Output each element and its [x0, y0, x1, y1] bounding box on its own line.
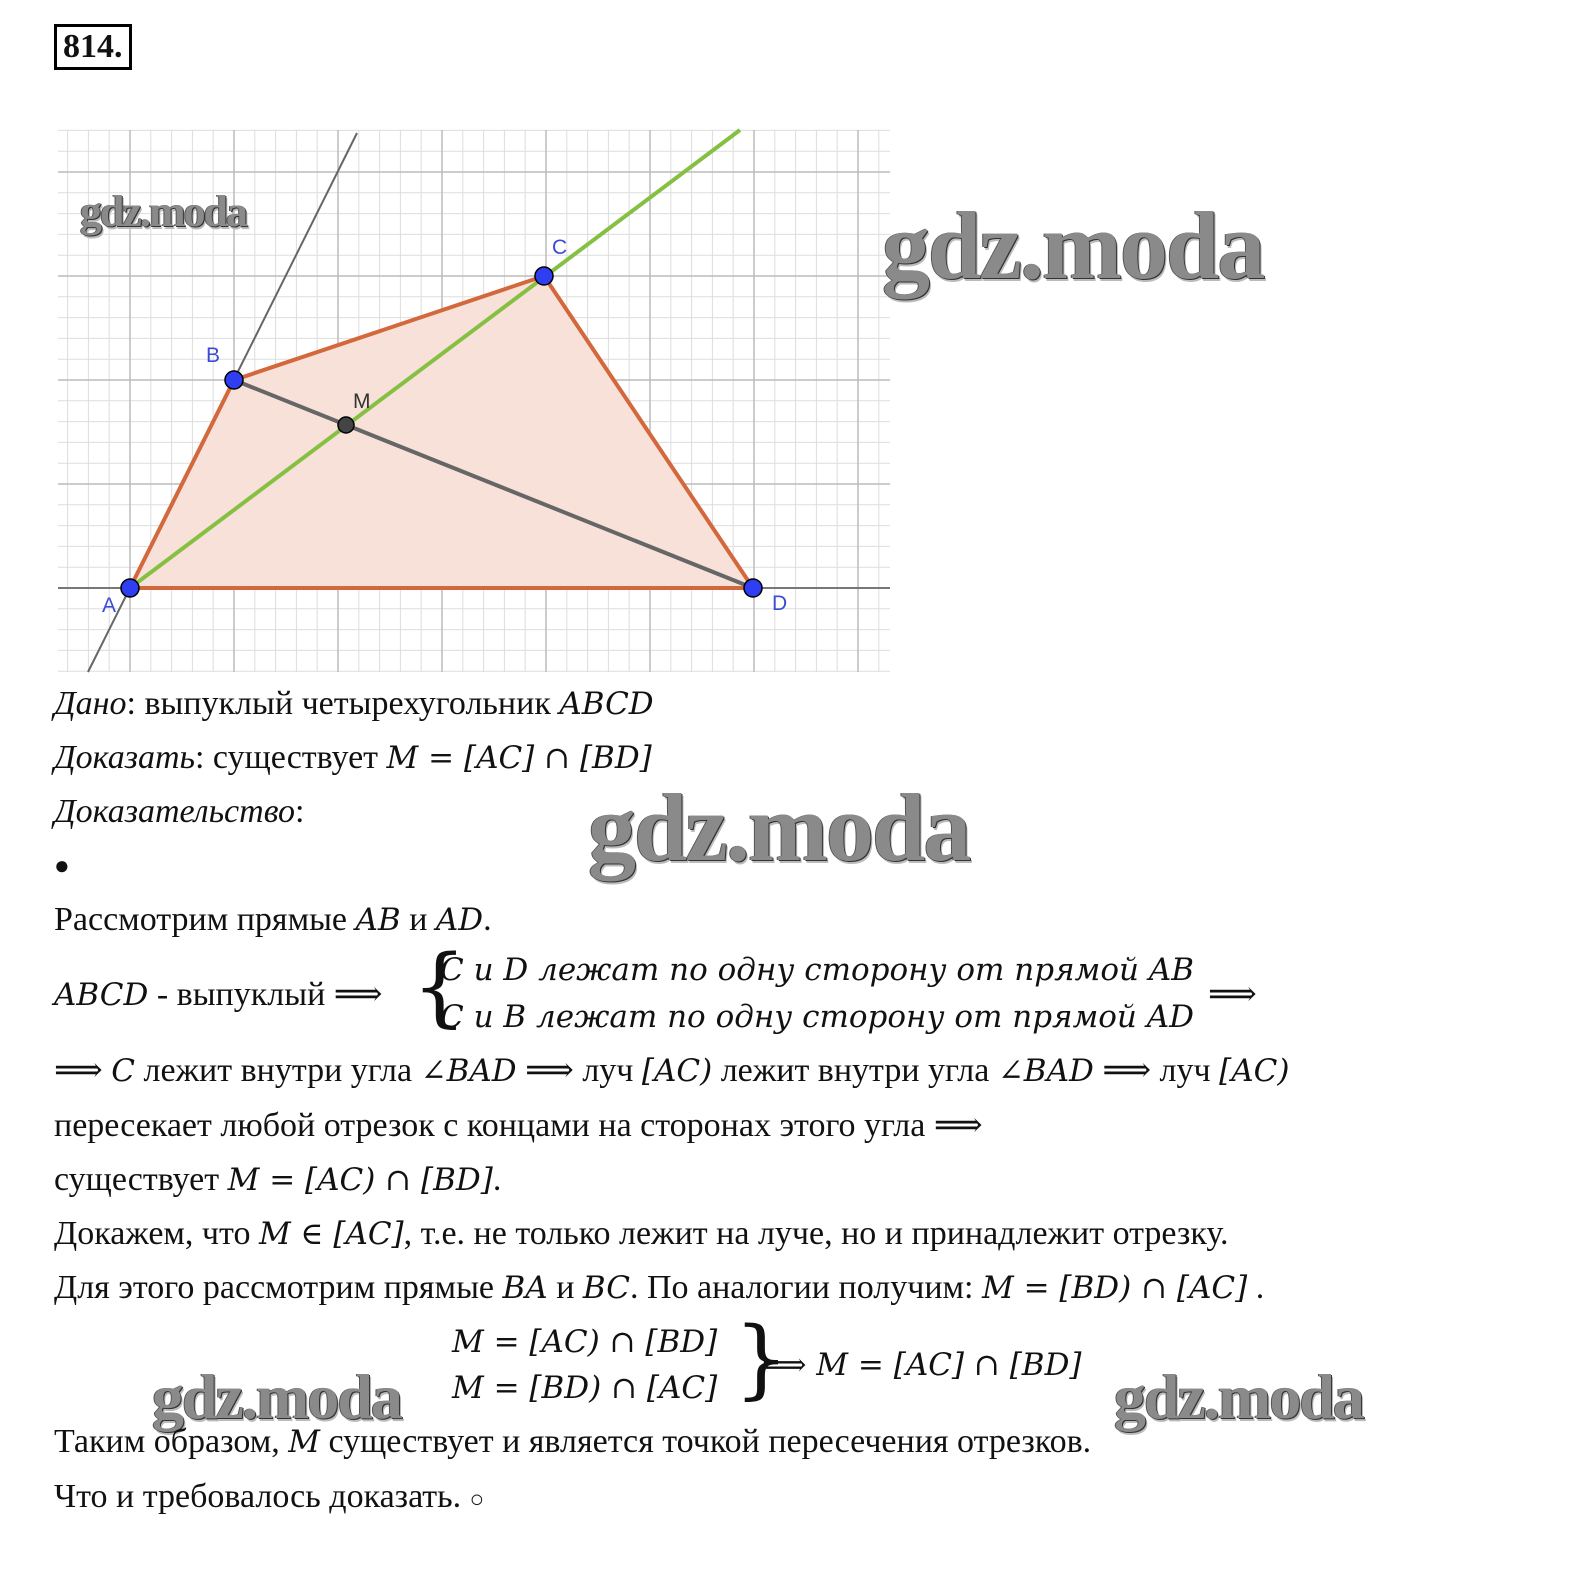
point-d: [744, 579, 762, 597]
watermark-top-right: gdz.moda: [882, 192, 1264, 299]
l3-d: ∠BAD: [420, 1053, 517, 1089]
point-b: [225, 371, 243, 389]
point-c: [535, 267, 553, 285]
system-brace-right: }: [734, 1309, 789, 1409]
quadrilateral-fill: [130, 276, 753, 588]
system-row-2: C и B лежат по одну сторону от прямой AD: [440, 999, 1194, 1035]
point-m: [338, 417, 354, 433]
l1-text-a: Рассмотрим прямые: [54, 901, 356, 938]
l6-a: Докажем, что: [54, 1215, 259, 1252]
line-2-left: [54, 975, 383, 1015]
l7-d: BC: [582, 1270, 630, 1306]
l7-a: Для этого рассмотрим прямые: [54, 1269, 503, 1306]
l2-abcd: ABCD: [54, 977, 149, 1013]
l3-c: лежит внутри угла: [134, 1052, 421, 1089]
l3-e: ⟹ луч: [516, 1052, 642, 1089]
line-5: [54, 1160, 501, 1200]
line-1: [54, 900, 492, 940]
l2-convex-text: - выпуклый ⟹: [148, 976, 383, 1013]
line-9: [54, 1477, 484, 1520]
l3-g: лежит внутри угла: [712, 1052, 998, 1089]
label-d: D: [772, 592, 788, 615]
l5-b: M = [AC) ∩ [BD]: [227, 1162, 493, 1198]
l3-h: ∠BAD: [997, 1053, 1094, 1089]
l3-j: [AC): [1219, 1053, 1290, 1089]
l3-i: ⟹ луч: [1093, 1052, 1220, 1089]
l8-c: существует и является точкой пересечения отрезков.: [319, 1423, 1092, 1460]
label-b: B: [206, 344, 221, 367]
l5-c: .: [492, 1161, 502, 1198]
prove-text: : существует: [194, 739, 387, 776]
prove-label: Доказать: [54, 739, 195, 776]
system-arrow: ⟹: [1208, 976, 1257, 1013]
line-3: [54, 1051, 1289, 1091]
proof-label: Доказательство: [54, 793, 296, 830]
l1-ad: AD: [435, 902, 484, 938]
l7-e: . По аналогии получим:: [629, 1269, 982, 1306]
l5-a: существует: [54, 1161, 228, 1198]
l7-f: M = [BD) ∩ [AC]: [981, 1270, 1248, 1306]
l8-a: Таким образом,: [54, 1423, 289, 1460]
l1-text-c: и: [400, 901, 436, 938]
watermark-middle: gdz.moda: [588, 774, 970, 881]
problem-number: 814.: [54, 24, 132, 70]
l9-a: Что и требовалось доказать.: [54, 1478, 470, 1515]
qed-circle: ○: [469, 1487, 485, 1513]
l6-b: M ∈ [AC]: [258, 1216, 404, 1252]
l7-g: .: [1247, 1269, 1265, 1306]
label-c: C: [552, 236, 568, 259]
bullet: ●: [54, 851, 70, 880]
given-line: [54, 684, 654, 724]
prove-line: [54, 738, 652, 778]
label-a: A: [102, 594, 117, 617]
l1-period: .: [483, 901, 492, 938]
watermark-bottom-left: gdz.moda: [152, 1361, 401, 1432]
l3-f: [AC): [641, 1053, 713, 1089]
watermark-bottom-right: gdz.moda: [1114, 1361, 1363, 1432]
system-row-1: C и D лежат по одну сторону от прямой AB: [440, 952, 1194, 988]
l3-b: C: [111, 1053, 135, 1089]
given-object: ABCD: [559, 686, 654, 722]
l7-c: и: [547, 1269, 583, 1306]
proof-line: [54, 792, 304, 832]
line-4: пересекает любой отрезок с концами на сторонах этого угла ⟹: [54, 1107, 983, 1144]
l3-a: ⟹: [54, 1052, 112, 1089]
given-text: : выпуклый четырехугольник: [126, 685, 560, 722]
l7-b: BA: [502, 1270, 548, 1306]
l1-ab: AB: [355, 902, 401, 938]
watermark-small: gdz.moda: [80, 187, 247, 236]
system-2-row-2: M = [BD) ∩ [AC]: [452, 1370, 718, 1406]
given-label: Дано: [54, 685, 127, 722]
prove-formula: M = [AC] ∩ [BD]: [386, 740, 652, 776]
line-6: [54, 1214, 1228, 1254]
l6-c: , т.е. не только лежит на луче, но и принадлежит отрезку.: [403, 1215, 1229, 1252]
line-8: [54, 1422, 1091, 1462]
l8-b: M: [288, 1424, 320, 1460]
system-2-row-1: M = [AC) ∩ [BD]: [452, 1324, 718, 1360]
system-2-result: ⟹ M = [AC] ∩ [BD]: [762, 1347, 1082, 1383]
line-7: [54, 1268, 1264, 1308]
label-m: M: [353, 390, 371, 413]
point-a: [121, 579, 139, 597]
proof-colon: :: [295, 793, 305, 830]
system-brace-left: {: [412, 937, 467, 1037]
